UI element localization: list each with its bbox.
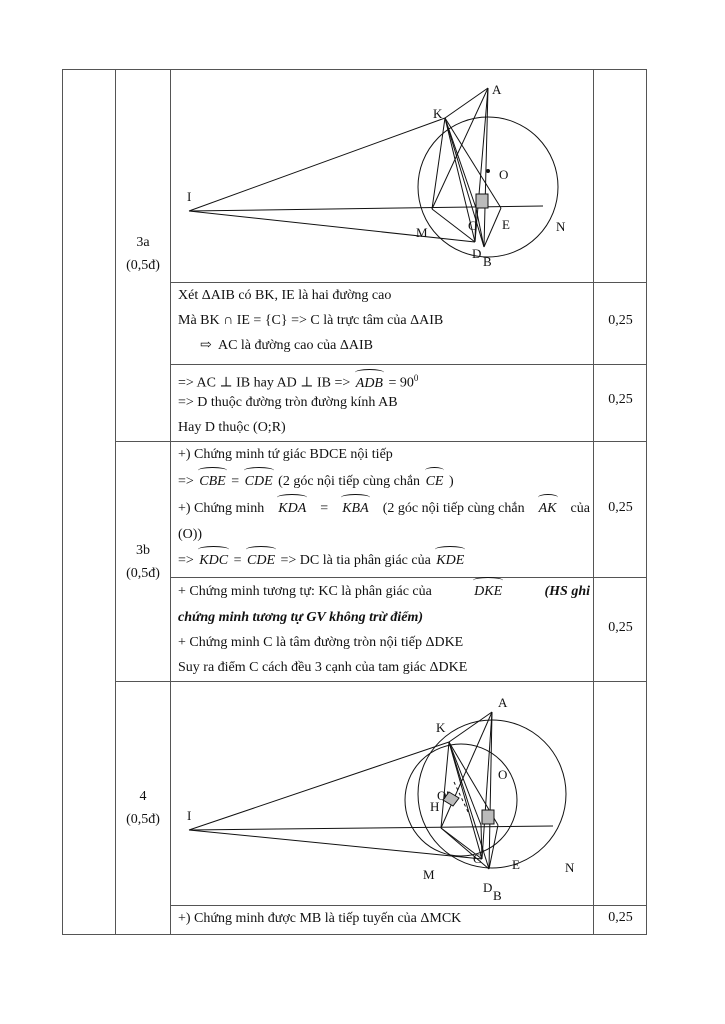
table-border-left: [62, 69, 63, 935]
figure-2-labels: [171, 682, 593, 905]
answer-block-1: [178, 284, 588, 359]
score-cell: 0,25: [608, 392, 633, 407]
label-N: N: [565, 860, 575, 875]
row-divider: [170, 577, 647, 578]
angle-DKE: DKE: [472, 580, 504, 606]
angle-CDE: CDE: [245, 549, 277, 573]
label-M: M: [416, 225, 428, 240]
angle-KDE: KDE: [434, 549, 466, 573]
label-A: A: [498, 695, 508, 710]
score-cell: 0,25: [608, 500, 633, 515]
text-line: Mà BK ∩ IE = {C} => C là trực tâm của ΔAIB: [178, 313, 444, 328]
score-cell: 0,25: [608, 620, 633, 635]
text-line: Suy ra điểm C cách đều 3 cạnh của tam giác ΔDKE: [178, 660, 468, 675]
label-I: I: [187, 808, 192, 823]
label-C: C: [473, 851, 482, 866]
label-O-prime: O': [437, 788, 449, 803]
arc-CE: CE: [424, 470, 446, 494]
angle-CBE: CBE: [197, 470, 227, 494]
angle-CDE: CDE: [243, 470, 275, 494]
angle-KDA: KDA: [276, 497, 308, 523]
label-A: A: [492, 82, 502, 97]
part-label-3a: 3a (0,5đ): [126, 235, 160, 273]
angle-KDC: KDC: [197, 549, 230, 573]
text-line: => KDC = CDE => DC là tia phân giác của KDE: [178, 549, 590, 576]
arrow-icon: ⇨: [200, 338, 212, 353]
label-K: K: [436, 720, 446, 735]
angle-KBA: KBA: [340, 497, 370, 523]
answer-block-2: [178, 366, 588, 441]
answer-block-4: [178, 580, 590, 681]
label-D: D: [472, 246, 482, 261]
text-line: Xét ΔAIB có BK, IE là hai đường cao: [178, 288, 392, 303]
label-B: B: [483, 254, 492, 269]
text-line: ⇨ AC là đường cao của ΔAIB: [200, 338, 373, 353]
label-C: C: [468, 218, 477, 233]
text-line: +) Chứng minh được MB là tiếp tuyến của ΔMCK: [178, 911, 462, 926]
text-line: => CBE = CDE (2 góc nội tiếp cùng chắn CE ): [178, 470, 590, 497]
table-border-bottom: [62, 934, 647, 935]
part-label-4: 4 (0,5đ): [126, 789, 160, 827]
row-divider: [170, 364, 647, 365]
arc-AK: AK: [537, 497, 559, 523]
score-cell: 0,25: [608, 910, 633, 925]
part-label-3b: 3b (0,5đ): [126, 543, 160, 581]
row-divider: [170, 905, 647, 906]
label-M: M: [423, 867, 435, 882]
label-H: H: [430, 799, 440, 814]
text-line: => D thuộc đường tròn đường kính AB: [178, 395, 398, 410]
answer-block-3: [178, 443, 590, 576]
text-line: +) Chứng minh KDA = KBA (2 góc nội tiếp cùng chắn AK của: [178, 497, 590, 523]
text-line: (O)): [178, 527, 203, 542]
text-line: + Chứng minh tương tự: KC là phân giác của DKE (HS ghi: [178, 580, 590, 606]
label-E: E: [512, 857, 520, 872]
label-E: E: [502, 217, 510, 232]
text-line: Hay D thuộc (O;R): [178, 420, 286, 435]
text-line: +) Chứng minh tứ giác BDCE nội tiếp: [178, 447, 393, 462]
answer-block-5: [178, 907, 588, 933]
label-K: K: [433, 106, 443, 121]
section-divider: [115, 441, 647, 442]
label-O: O: [499, 167, 509, 182]
geometry-figure-1: [171, 70, 593, 282]
label-N: N: [556, 219, 566, 234]
text-line: chứng minh tương tự GV không trừ điểm): [178, 610, 424, 625]
text-line: + Chứng minh C là tâm đường tròn nội tiếp ΔDKE: [178, 635, 464, 650]
label-B: B: [493, 888, 502, 903]
score-cell: 0,25: [608, 313, 633, 328]
label-D: D: [483, 880, 493, 895]
text-line: => AC ⊥ IB hay AD ⊥ IB => ADB = $90^0$: [178, 366, 588, 391]
label-O: O: [498, 767, 508, 782]
angle-ADB: ADB: [354, 372, 385, 396]
row-divider: [170, 282, 647, 283]
label-I: I: [187, 189, 192, 204]
